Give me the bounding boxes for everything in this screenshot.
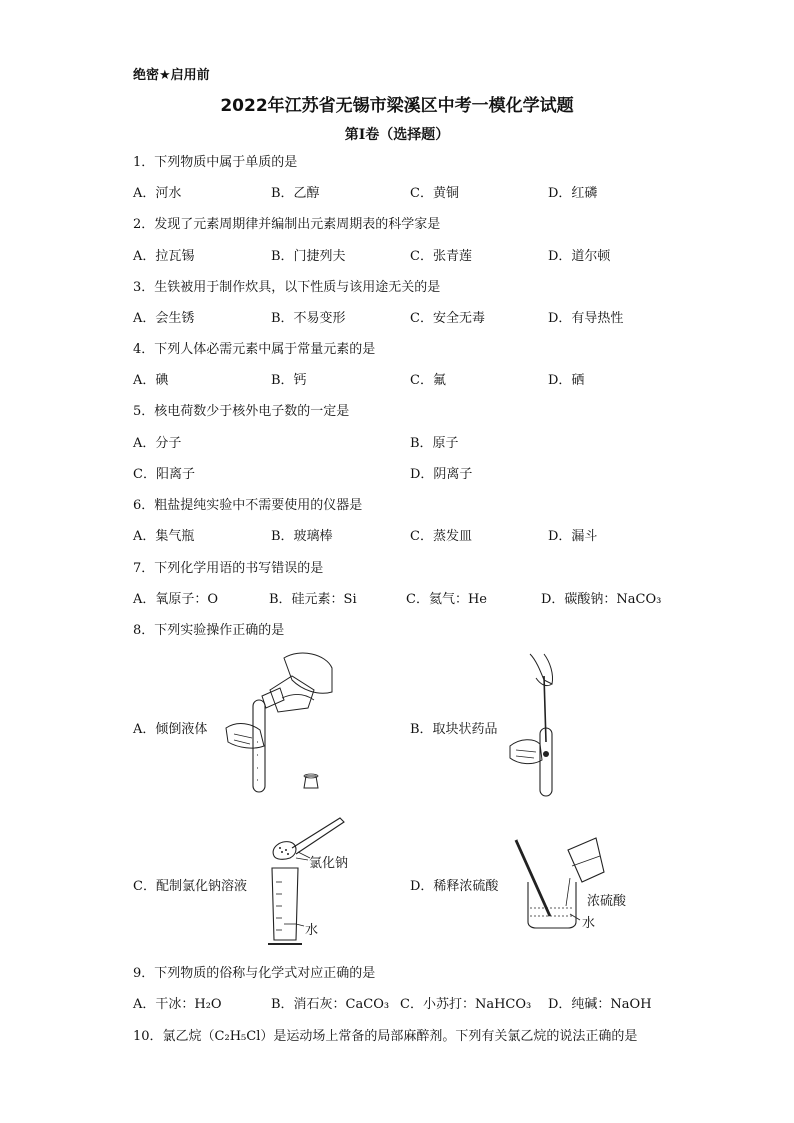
- label-water: 水: [305, 923, 319, 938]
- question-8: 8．下列实验操作正确的是: [133, 623, 285, 638]
- q9-option-b[interactable]: B．消石灰：CaCO₃: [271, 997, 390, 1012]
- q4-option-b[interactable]: B．钙: [271, 373, 307, 388]
- figure-taking-solid: [500, 650, 580, 800]
- q3-option-b[interactable]: B．不易变形: [271, 311, 346, 326]
- question-10: 10．氯乙烷（C₂H₅Cl）是运动场上常备的局部麻醉剂。下列有关氯乙烷的说法正确的是: [133, 1029, 638, 1044]
- q5-option-d[interactable]: D．阴离子: [410, 467, 473, 482]
- q8-option-d[interactable]: D．稀释浓硫酸: [410, 879, 499, 894]
- q1-option-d[interactable]: D．红磷: [548, 186, 598, 201]
- q9-option-c[interactable]: C．小苏打：NaHCO₃: [400, 997, 532, 1012]
- q9-option-d[interactable]: D．纯碱：NaOH: [548, 997, 652, 1012]
- q3-option-a[interactable]: A．会生锈: [133, 311, 195, 326]
- q6-option-a[interactable]: A．集气瓶: [133, 529, 195, 544]
- q6-option-b[interactable]: B．玻璃棒: [271, 529, 333, 544]
- q2-option-b[interactable]: B．门捷列夫: [271, 249, 346, 264]
- q8-option-c[interactable]: C．配制氯化钠溶液: [133, 879, 247, 894]
- q8-option-b[interactable]: B．取块状药品: [410, 722, 498, 737]
- q1-option-a[interactable]: A．河水: [133, 186, 182, 201]
- question-3: 3．生铁被用于制作炊具，以下性质与该用途无关的是: [133, 280, 441, 295]
- q1-option-c[interactable]: C．黄铜: [410, 186, 459, 201]
- section-title: 第I卷（选择题）: [344, 127, 450, 143]
- q2-option-c[interactable]: C．张青莲: [410, 249, 472, 264]
- q2-option-d[interactable]: D．道尔顿: [548, 249, 611, 264]
- question-9: 9．下列物质的俗称与化学式对应正确的是: [133, 966, 376, 981]
- q4-option-a[interactable]: A．碘: [133, 373, 169, 388]
- q3-option-c[interactable]: C．安全无毒: [410, 311, 485, 326]
- figure-pouring-liquid: [222, 650, 337, 800]
- question-6: 6．粗盐提纯实验中不需要使用的仪器是: [133, 498, 363, 513]
- question-1: 1．下列物质中属于单质的是: [133, 155, 298, 170]
- question-7: 7．下列化学用语的书写错误的是: [133, 561, 324, 576]
- q6-option-c[interactable]: C．蒸发皿: [410, 529, 472, 544]
- q7-option-d[interactable]: D．碳酸钠：NaCO₃: [541, 592, 662, 607]
- label-nacl: 氯化钠: [309, 856, 349, 871]
- question-4: 4．下列人体必需元素中属于常量元素的是: [133, 342, 376, 357]
- q8-option-a[interactable]: A．倾倒液体: [133, 722, 208, 737]
- question-5: 5．核电荷数少于核外电子数的一定是: [133, 404, 350, 419]
- q3-option-d[interactable]: D．有导热性: [548, 311, 624, 326]
- q7-option-b[interactable]: B．硅元素：Si: [269, 592, 357, 607]
- q7-option-c[interactable]: C．氦气：He: [406, 592, 487, 607]
- q9-option-a[interactable]: A．干冰：H₂O: [133, 997, 222, 1012]
- question-2: 2．发现了元素周期律并编制出元素周期表的科学家是: [133, 217, 441, 232]
- q5-option-a[interactable]: A．分子: [133, 436, 182, 451]
- q2-option-a[interactable]: A．拉瓦锡: [133, 249, 195, 264]
- label-conc-acid: 浓硫酸: [587, 894, 627, 909]
- q6-option-d[interactable]: D．漏斗: [548, 529, 598, 544]
- label-water-2: 水: [582, 916, 596, 931]
- q1-option-b[interactable]: B．乙醇: [271, 186, 320, 201]
- confidential-mark: 绝密★启用前: [133, 68, 210, 83]
- q4-option-d[interactable]: D．硒: [548, 373, 585, 388]
- exam-title: 2022年江苏省无锡市梁溪区中考一模化学试题: [220, 96, 574, 116]
- q5-option-b[interactable]: B．原子: [410, 436, 459, 451]
- q4-option-c[interactable]: C．氟: [410, 373, 446, 388]
- q5-option-c[interactable]: C．阳离子: [133, 467, 195, 482]
- q7-option-a[interactable]: A．氧原子：O: [133, 592, 219, 607]
